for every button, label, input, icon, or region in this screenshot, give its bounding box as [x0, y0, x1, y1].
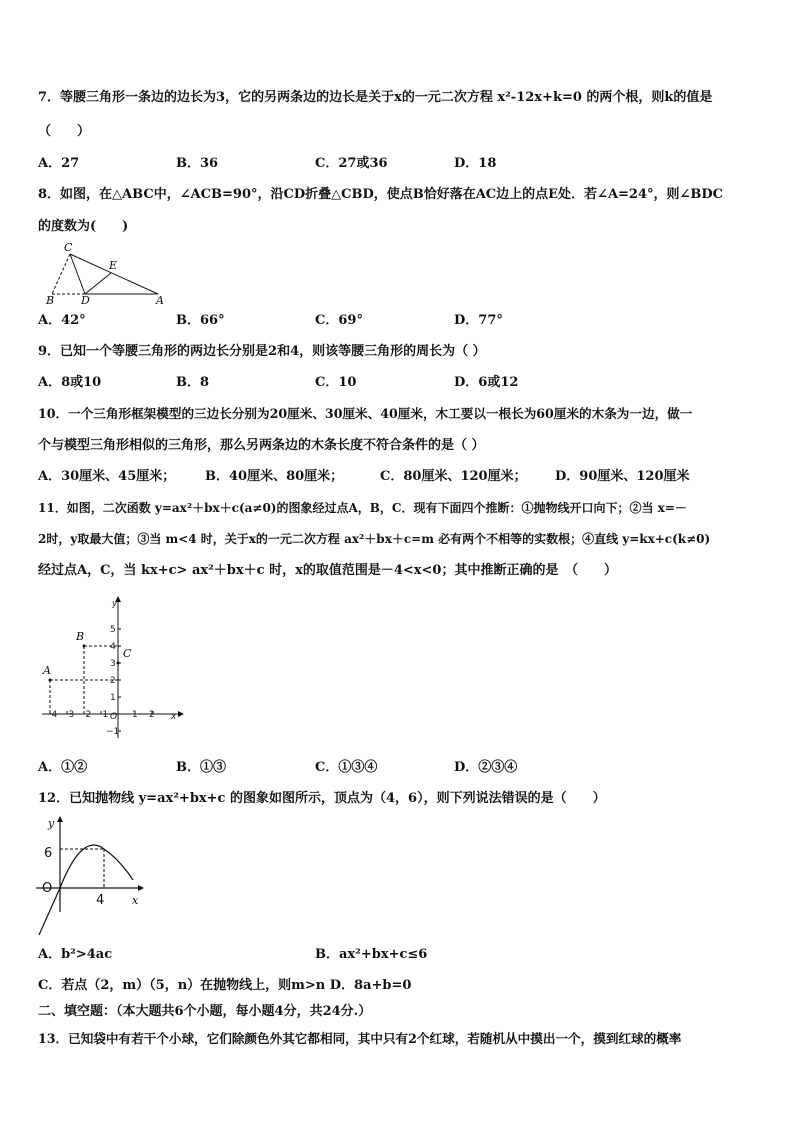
q10-option-d: D．90厘米、120厘米	[555, 469, 690, 484]
q10-option-c: C．80厘米、120厘米；	[380, 469, 527, 484]
q9-option-b: B．8	[176, 375, 210, 390]
q11-origin-label: O	[110, 712, 118, 722]
q12-option-b: B．ax²+bx+c≤6	[315, 947, 428, 962]
q8-option-a: A．42°	[38, 313, 86, 328]
q12-x-axis-arrow	[138, 885, 144, 891]
section-heading-fill-in: 二、填空题：（本大题共6个小题，每小题4分，共24分.）	[38, 1004, 372, 1019]
q11-coordinate-figure	[38, 592, 188, 742]
q12-y-value-label: 6	[44, 846, 53, 861]
q8-line-cb-dashed	[52, 254, 70, 294]
q11-x-tick-label: 1	[132, 710, 138, 720]
q8-label-c: C	[64, 241, 73, 254]
q8-stem-line1: 8．如图，在△ABC中，∠ACB=90°，沿CD折叠△CBD，使点B恰好落在AC边上的点E处．若∠A=24°，则∠BDC	[38, 187, 724, 202]
q8-option-d: D．77°	[454, 313, 503, 328]
q12-x-axis-label: x	[132, 894, 139, 907]
q13-stem: 13．已知袋中有若干个小球，它们除颜色外其它都相同，其中只有2个红球，若随机从中摸出一个，摸到红球的概率	[38, 1031, 682, 1046]
q11-stem-line1: 11．如图，二次函数 y=ax²＋bx＋c(a≠0)的图象经过点A，B，C．现有下面四个推断：①抛物线开口向下；②当 x=－	[38, 501, 687, 515]
q11-x-axis-label: x	[171, 712, 177, 722]
q11-x-tick-label: −2	[78, 710, 92, 720]
q10-stem-line2: 个与模型三角形相似的三角形，那么另两条边的木条长度不符合条件的是（ ）	[38, 438, 485, 453]
q12-option-a: A．b²>4ac	[38, 947, 113, 962]
q11-point-a	[49, 679, 52, 682]
q10-option-a: A．30厘米、45厘米；	[38, 469, 176, 484]
q8-option-b: B．66°	[176, 313, 225, 328]
q9-stem: 9．已知一个等腰三角形的两边长分别是2和4，则该等腰三角形的周长为（ ）	[38, 344, 486, 359]
q7-option-c: C．27或36	[315, 156, 388, 171]
q11-x-tick-label: 2	[149, 710, 155, 720]
q12-stem: 12．已知抛物线 y=ax²+bx+c 的图象如图所示，顶点为（4，6），则下列说法错误的是（ ）	[38, 791, 606, 806]
q11-option-d: D．②③④	[454, 760, 518, 775]
q12-y-axis-arrow	[57, 816, 63, 822]
q11-point-b	[83, 645, 86, 648]
q12-parabola-figure	[34, 812, 154, 940]
q11-y-tick-label: 2	[110, 676, 116, 686]
q9-option-c: C．10	[315, 375, 357, 390]
q11-y-tick-label: 3	[110, 659, 116, 669]
q11-y-tick-label: −1	[106, 727, 120, 737]
q11-x-tick-label: −4	[44, 710, 58, 720]
q11-option-a: A．①②	[38, 760, 88, 775]
q11-point-c	[117, 662, 120, 665]
q11-x-tick-label: −1	[95, 710, 109, 720]
q8-label-b: B	[46, 294, 55, 306]
q8-label-a: A	[156, 294, 164, 306]
q7-paren: （ ）	[38, 124, 91, 139]
q7-stem: 7．等腰三角形一条边的边长为3，它的另两条边的边长是关于x的一元二次方程 x²-12x+k=0 的两个根，则k的值是	[38, 90, 713, 105]
q11-label-b: B	[76, 630, 85, 643]
q11-y-tick-label: 4	[110, 642, 116, 652]
q11-stem-line3: 经过点A，C，当 kx+c> ax²＋bx＋c 时，x的取值范围是－4<x<0；其中推断正确的是 （ ）	[38, 563, 617, 578]
q10-option-b: B．40厘米、80厘米；	[205, 469, 344, 484]
q11-stem-line2: 2时，y取最大值；③当 m<4 时，关于x的一元二次方程 ax²＋bx＋c=m 必有两个不相等的实数根；④直线 y=kx+c(k≠0)	[38, 532, 711, 546]
q11-label-c: C	[123, 647, 132, 660]
q8-option-c: C．69°	[315, 313, 363, 328]
q8-triangle-figure	[38, 240, 168, 306]
q11-y-tick-label: 1	[110, 693, 116, 703]
q11-label-a: A	[43, 664, 51, 677]
q10-stem-line1: 10．一个三角形框架模型的三边长分别为20厘米、30厘米、40厘米，木工要以一根长为60厘米的木条为一边，做一	[38, 406, 693, 421]
q12-origin-label: O	[42, 881, 53, 896]
q8-label-e: E	[109, 259, 118, 272]
q11-option-b: B．①③	[176, 760, 226, 775]
q8-label-d: D	[81, 294, 90, 306]
q12-x-value-label: 4	[96, 893, 105, 908]
q11-y-tick-label: 5	[110, 625, 116, 635]
q11-x-tick-label: −3	[61, 710, 75, 720]
q7-option-a: A．27	[38, 156, 80, 171]
q9-option-d: D．6或12	[454, 375, 519, 390]
q11-y-axis-label: y	[112, 599, 118, 609]
q7-option-d: D．18	[454, 156, 497, 171]
q9-option-a: A．8或10	[38, 375, 102, 390]
q11-x-axis-arrow	[178, 711, 184, 717]
q8-stem-line2: 的度数为( )	[38, 219, 129, 234]
q12-option-cd: C．若点（2，m）（5，n）在抛物线上，则m>n D．8a+b=0	[38, 978, 412, 993]
q8-line-de	[85, 273, 111, 294]
q7-option-b: B．36	[176, 156, 219, 171]
q12-y-axis-label: y	[48, 817, 55, 830]
q12-parabola-curve	[39, 845, 133, 935]
q11-option-c: C．①③④	[315, 760, 378, 775]
